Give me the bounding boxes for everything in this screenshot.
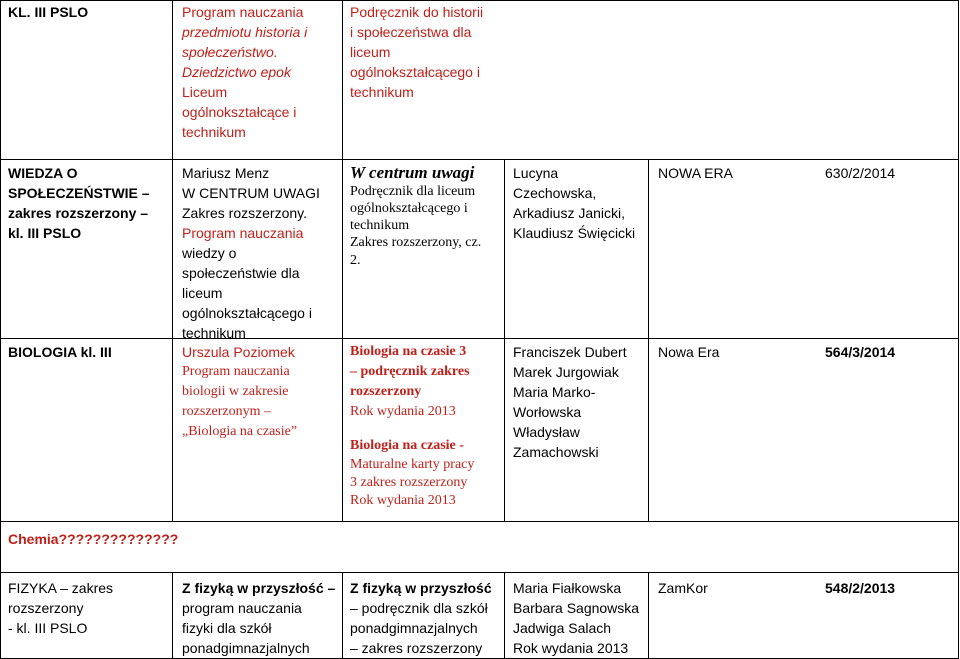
cell-line: Program nauczania [182, 4, 304, 20]
table-row-divider-4 [0, 572, 959, 573]
table-cell-approval-number-biology [825, 342, 895, 362]
cell-line: W centrum uwagi [350, 163, 475, 182]
table-row-divider-2 [0, 338, 959, 339]
table-cell-authors-physics [513, 578, 639, 658]
cell-line: BIOLOGIA kl. III [8, 344, 112, 360]
cell-line: Nowa Era [658, 344, 720, 360]
table-cell-subject-physics [8, 578, 113, 638]
table-cell-publisher-wos [658, 163, 733, 183]
cell-line: liceum [350, 44, 391, 60]
cell-line: rozszerzony [350, 384, 422, 399]
cell-line: Zamachowski [513, 444, 599, 460]
cell-line: 630/2/2014 [825, 165, 896, 181]
cell-line: przedmiotu historia i [182, 24, 308, 40]
cell-line: Marek Jurgowiak [513, 364, 619, 380]
cell-line: technikum [350, 218, 410, 233]
table-cell-textbook-biology [350, 342, 474, 510]
cell-line: biologii w zakresie [182, 384, 289, 399]
cell-line: Zakres rozszerzony. [182, 205, 307, 221]
cell-line: program nauczania [182, 600, 302, 616]
cell-line: Dziedzictwo epok [182, 64, 291, 80]
cell-line: Lucyna [513, 165, 559, 181]
cell-line: fizyki dla szkół [182, 620, 272, 636]
cell-line: Maria Marko- [513, 384, 596, 400]
cell-line: Biologia na czasie - [350, 438, 464, 453]
cell-line: Czechowska, [513, 185, 597, 201]
cell-line: zakres rozszerzony – [8, 205, 149, 221]
table-border-right [958, 0, 959, 659]
cell-line: i społeczeństwa dla [350, 24, 472, 40]
cell-line: społeczeństwo. [182, 44, 278, 60]
cell-line: liceum [182, 285, 223, 301]
cell-line: społeczeństwie dla [182, 265, 300, 281]
cell-line: Arkadiusz Janicki, [513, 205, 626, 221]
cell-line: Biologia na czasie 3 [350, 344, 467, 359]
cell-line: ZamKor [658, 580, 708, 596]
table-cell-publisher-biology [658, 342, 719, 362]
table-border-left [0, 0, 1, 659]
cell-line: Rok wydania 2013 [350, 493, 456, 508]
cell-line: rozszerzony [8, 600, 84, 616]
cell-line: Chemia?????????????? [8, 531, 179, 547]
cell-line: WIEDZA O [8, 165, 78, 181]
table-cell-program-physics [182, 578, 335, 658]
cell-line: Klaudiusz Święcicki [513, 225, 636, 241]
table-cell-authors-biology [513, 342, 627, 462]
cell-line: Z fizyką w przyszłość [350, 580, 492, 596]
cell-line: NOWA ERA [658, 165, 733, 181]
cell-line: FIZYKA – zakres [8, 580, 114, 596]
table-cell-textbook-history [350, 2, 483, 102]
cell-line: Rok wydania 2013 [513, 640, 629, 656]
cell-line: Rok wydania 2013 [350, 404, 456, 419]
table-border-col4-bottom [648, 572, 649, 659]
cell-line: – podręcznik dla szkół [350, 600, 488, 616]
cell-line: KL. III PSLO [8, 4, 89, 20]
cell-line: Maturalne karty pracy [350, 457, 475, 472]
cell-line: Z fizyką w przyszłość – [182, 580, 336, 596]
table-border-col3-bottom [504, 572, 505, 659]
table-cell-approval-number-physics [825, 578, 895, 598]
cell-line: Władysław [513, 424, 580, 440]
cell-line: – zakres rozszerzony [350, 640, 483, 656]
table-cell-subject-history [8, 2, 88, 22]
cell-line: - kl. III PSLO [8, 620, 88, 636]
table-cell-textbook-wos [350, 162, 481, 271]
cell-line: Podręcznik dla liceum [350, 184, 476, 199]
table-cell-program-biology [182, 342, 297, 442]
table-cell-approval-number-wos [825, 163, 895, 183]
table-row-divider-1 [0, 159, 959, 160]
cell-line: ogólnokształcącego i [350, 64, 480, 80]
table-cell-authors-wos [513, 163, 635, 243]
cell-line: Program nauczania [182, 225, 304, 241]
cell-line: Podręcznik do historii [350, 4, 484, 20]
table-row-divider-3 [0, 521, 959, 522]
cell-line: technikum [350, 84, 414, 100]
cell-line: 548/2/2013 [825, 580, 896, 596]
cell-line: SPOŁECZEŃSTWIE – [8, 185, 150, 201]
table-border-col4 [648, 159, 649, 521]
table-cell-publisher-physics [658, 578, 708, 598]
cell-line: Franciszek Dubert [513, 344, 627, 360]
cell-line: Worłowska [513, 404, 582, 420]
cell-line: – podręcznik zakres [350, 364, 470, 379]
cell-line: Zakres rozszerzony, cz. [350, 235, 482, 250]
cell-line: Liceum [182, 84, 228, 100]
cell-line: kl. III PSLO [8, 225, 82, 241]
cell-line: ogólnokształcącego i [182, 305, 312, 321]
table-border-col1 [172, 0, 173, 521]
cell-line: 2. [350, 253, 361, 268]
table-cell-textbook-physics [350, 578, 492, 658]
cell-line: 564/3/2014 [825, 344, 896, 360]
table-border-col1-bottom [172, 572, 173, 659]
table-cell-program-wos [182, 163, 320, 343]
cell-line: Jadwiga Salach [513, 620, 612, 636]
cell-line: Urszula Poziomek [182, 344, 295, 360]
table-cell-subject-wos [8, 163, 150, 243]
cell-line: technikum [182, 124, 246, 140]
cell-line: technikum [182, 325, 246, 341]
cell-line: ponadgimnazjalnych [350, 620, 478, 636]
table-cell-subject-chemistry [8, 529, 178, 549]
cell-line: rozszerzonym – [182, 404, 272, 419]
cell-line: Program nauczania [182, 364, 290, 379]
cell-line: ogólnokształcące i [182, 104, 297, 120]
cell-line: „Biologia na czasie” [182, 424, 298, 439]
cell-line: ogólnokształcącego i [350, 201, 468, 216]
cell-line: W CENTRUM UWAGI [182, 185, 320, 201]
cell-line: Barbara Sagnowska [513, 600, 640, 616]
table-border-col2-bottom [342, 572, 343, 659]
cell-line: wiedzy o [182, 245, 237, 261]
cell-line: 3 zakres rozszerzony [350, 475, 468, 490]
cell-line: Maria Fiałkowska [513, 580, 622, 596]
table-cell-subject-biology [8, 342, 112, 362]
table-border-col2 [342, 0, 343, 521]
table-border-col3 [504, 159, 505, 521]
table-cell-program-history [182, 2, 307, 142]
table-border-top [0, 0, 959, 1]
cell-line: ponadgimnazjalnych [182, 640, 310, 656]
cell-line: Mariusz Menz [182, 165, 270, 181]
